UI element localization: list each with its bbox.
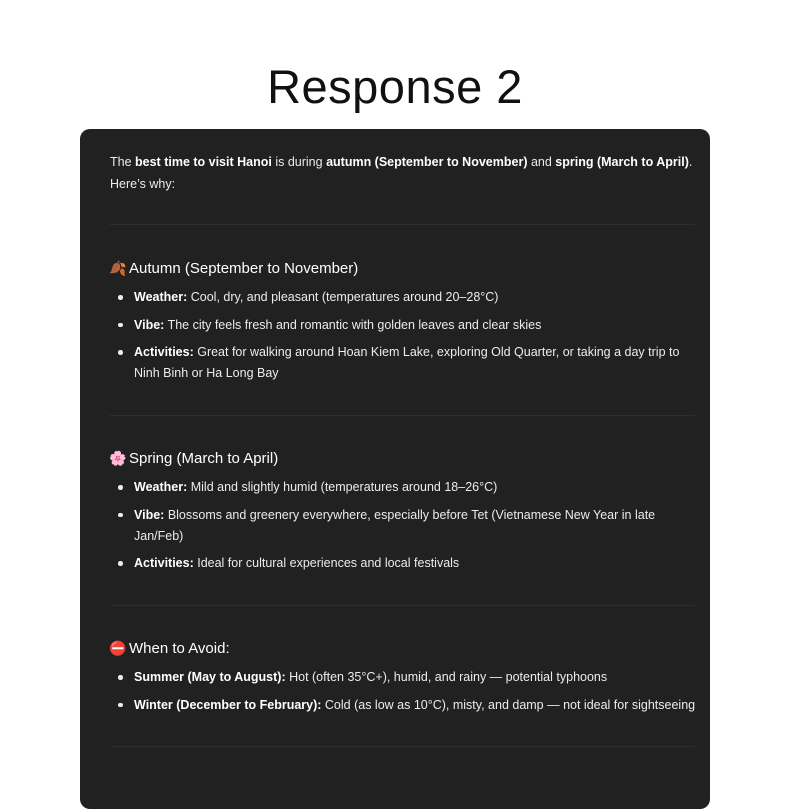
section-heading-spring	[109, 448, 278, 469]
intro-bold-autumn: autumn (September to November)	[326, 155, 528, 169]
page-title: Response 2	[267, 60, 523, 113]
list-item	[110, 695, 700, 716]
response-card	[80, 129, 710, 809]
intro-bold-best-time: best time to visit Hanoi	[135, 155, 272, 169]
list-item-text: Mild and slightly humid (temperatures around 18–26°C)	[187, 480, 498, 494]
list-item-label: Summer (May to August):	[134, 670, 286, 684]
list-item	[110, 477, 680, 498]
list-item-text: Hot (often 35°C+), humid, and rainy — potential typhoons	[285, 670, 608, 684]
intro-text: The	[110, 155, 136, 169]
list-item-text: Blossoms and greenery everywhere, especially before Tet (Vietnamese New Year in late Jan/Feb)	[134, 507, 656, 543]
intro-text: is during	[271, 155, 327, 169]
divider	[110, 415, 695, 416]
divider	[110, 605, 695, 606]
intro-paragraph	[110, 151, 695, 195]
intro-text: and	[527, 155, 556, 169]
list-item-label: Vibe:	[134, 507, 165, 522]
avoid-list	[110, 667, 700, 722]
list-item	[110, 315, 680, 336]
section-heading-text: Spring (March to April)	[129, 450, 279, 467]
section-heading-avoid	[109, 638, 230, 659]
divider	[110, 224, 695, 225]
section-heading-text: When to Avoid:	[129, 640, 230, 657]
divider	[110, 746, 695, 747]
list-item-text: The city feels fresh and romantic with golden leaves and clear skies	[164, 317, 542, 332]
section-heading-text: Autumn (September to November)	[129, 260, 359, 277]
list-item-label: Activities:	[134, 345, 194, 359]
list-item	[110, 667, 700, 688]
list-item-label: Activities:	[134, 556, 194, 570]
list-item	[110, 505, 680, 547]
no-entry-icon: ⛔	[109, 640, 127, 656]
list-item-label: Vibe:	[134, 317, 165, 332]
list-item-text: Ideal for cultural experiences and local festivals	[193, 556, 460, 570]
list-item-label: Winter (December to February):	[134, 697, 322, 712]
fallen-leaf-icon: 🍂	[109, 260, 127, 276]
list-item-label: Weather:	[134, 480, 188, 494]
list-item-text: Cold (as low as 10°C), misty, and damp — not ideal for sightseeing	[321, 697, 696, 712]
autumn-list	[110, 287, 680, 391]
list-item-text: Great for walking around Hoan Kiem Lake, exploring Old Quarter, or taking a day trip to Ninh Binh or Ha Long Bay	[134, 345, 680, 380]
list-item	[110, 287, 680, 308]
cherry-blossom-icon: 🌸	[109, 450, 127, 466]
list-item-label: Weather:	[134, 290, 188, 304]
spring-list	[110, 477, 680, 581]
list-item	[110, 553, 680, 574]
intro-bold-spring: spring (March to April)	[555, 155, 689, 169]
section-heading-autumn	[109, 258, 358, 279]
intro-text: . Here’s why:	[110, 155, 693, 191]
list-item-text: Cool, dry, and pleasant (temperatures around 20–28°C)	[187, 290, 499, 304]
list-item	[110, 342, 680, 384]
